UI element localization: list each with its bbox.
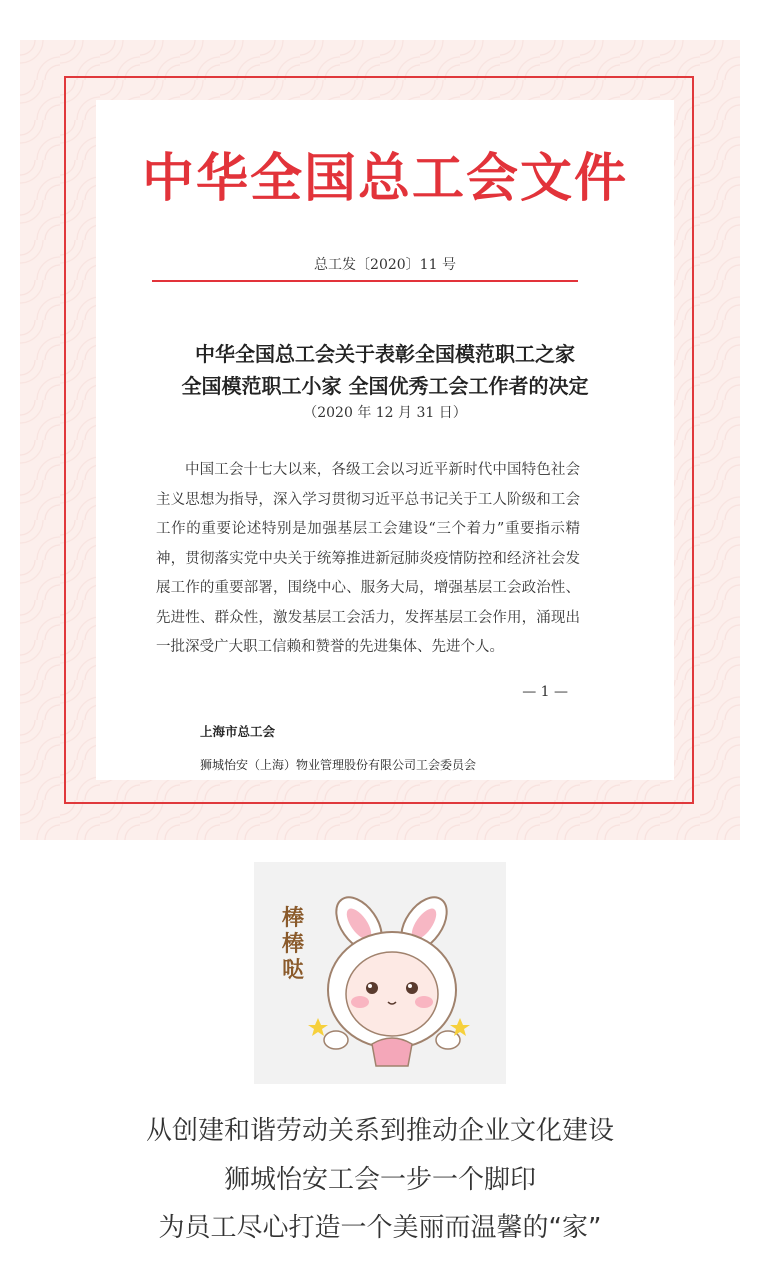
document-body: 中国工会十七大以来，各级工会以习近平新时代中国特色社会主义思想为指导，深入学习贯彻习近平总书记关于工人阶级和工会工作的重要论述特别是加强基层工会建设“三个着力”重要指示精神，贯彻落实党中央关于统筹推进新冠肺炎疫情防控和经济社会发展工作的重要部署，围绕中心、服务大局，增强基层工会政治性、先进性、群众性，激发基层工会活力，发挥基层工会作用，涌现出一批深受广大职工信赖和赞誉的先进集体、先进个人。 [156,462,580,655]
caption-line3: 为员工尽心打造一个美丽而温馨的“家” [158,1213,602,1243]
document-number: 总工发〔2020〕11 号 [314,257,456,273]
document-title-line2: 全国模范职工小家 全国优秀工会工作者的决定 [181,374,589,398]
bunny-sticker-image [254,862,506,1084]
header-divider [152,280,578,282]
document-title-line1: 中华全国总工会关于表彰全国模范职工之家 [195,342,575,366]
committee-label: 狮城怡安（上海）物业管理股份有限公司工会委员会 [200,758,477,772]
sticker-text: 棒棒哒 [282,906,305,983]
document-date: （2020 年 12 月 31 日） [303,405,467,421]
document-header: 中华全国总工会文件 [141,148,628,209]
caption-line1: 从创建和谐劳动关系到推动企业文化建设 [145,1116,614,1146]
page-number: — 1 — [522,684,568,700]
document-image [96,100,674,780]
union-label: 上海市总工会 [200,724,276,739]
caption-line2: 狮城怡安工会一步一个脚印 [223,1165,536,1195]
